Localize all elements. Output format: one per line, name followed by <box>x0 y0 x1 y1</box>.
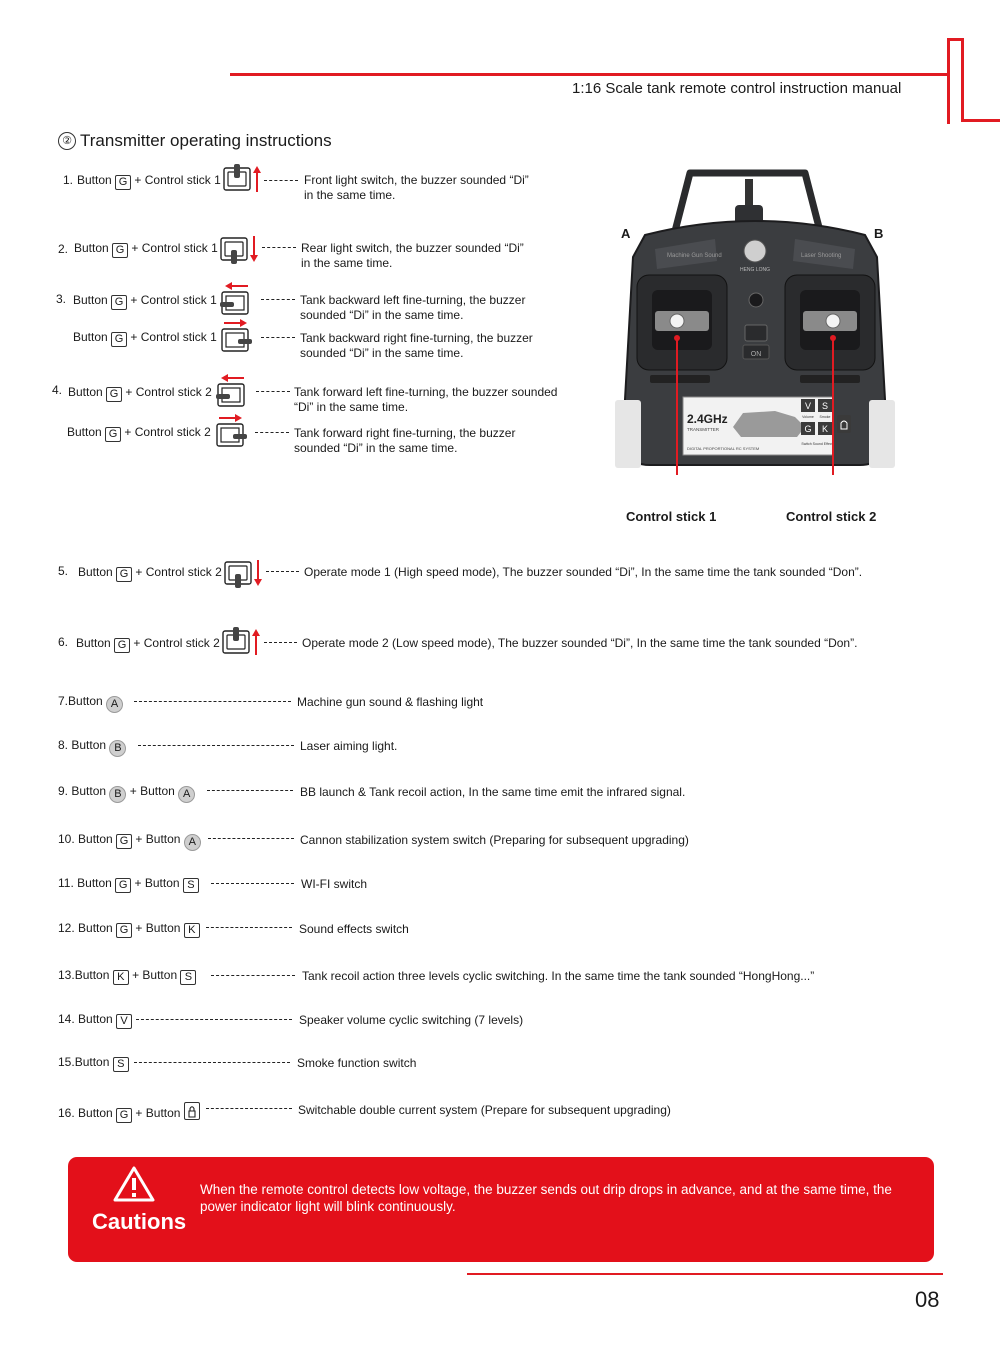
desc-line-2: sounded “Di” in the same time. <box>294 440 458 455</box>
header-corner-rule-3 <box>961 38 964 122</box>
instruction-desc: Laser aiming light. <box>300 739 398 753</box>
button-word: Button <box>78 565 113 579</box>
g-button-icon: G <box>111 295 127 310</box>
instruction-desc: Machine gun sound & flashing light <box>297 695 484 709</box>
combo-text: + Control stick 2 <box>133 636 220 650</box>
control-stick-1-label: Control stick 1 <box>626 509 717 524</box>
instruction-desc: WI-FI switch <box>301 877 367 891</box>
instruction-desc <box>304 173 604 202</box>
instruction-desc <box>300 293 600 322</box>
stick-up-icon <box>222 162 262 196</box>
instruction-2-combo <box>74 241 218 258</box>
button-word: Button <box>74 241 109 255</box>
instruction-3a-combo <box>73 293 217 310</box>
button-word: Button <box>76 636 111 650</box>
transmitter-sublabel: TRANSMITTER <box>687 427 719 432</box>
item-number: 4. <box>52 383 63 397</box>
instruction-14-combo <box>58 1012 132 1029</box>
transmitter-label-b: B <box>874 226 884 241</box>
stick-up-icon <box>221 625 261 659</box>
instruction-desc: Sound effects switch <box>299 922 409 936</box>
button-word: Button <box>74 968 110 982</box>
dash-leader <box>266 571 299 572</box>
instruction-desc <box>294 426 594 455</box>
dash-leader <box>208 838 294 839</box>
instruction-desc: Cannon stabilization system switch (Preparing for subsequent upgrading) <box>300 833 689 847</box>
instruction-5-combo <box>78 565 222 582</box>
dash-leader <box>256 391 290 392</box>
desc-line-2: “Di” in the same time. <box>294 399 409 414</box>
brand-label: HENG LONG <box>739 267 771 273</box>
combo-text: + Button <box>135 1106 181 1120</box>
s-button-icon: S <box>180 970 196 985</box>
item-number: 1. <box>63 173 74 187</box>
dash-leader <box>264 180 298 181</box>
instruction-desc: Switchable double current system (Prepare for subsequent upgrading) <box>298 1103 671 1117</box>
button-word: Button <box>68 385 103 399</box>
instruction-15-combo <box>58 1055 129 1072</box>
power-label: ON <box>750 351 762 358</box>
button-word: Button <box>78 1106 113 1120</box>
item-number: 6. <box>58 635 69 649</box>
desc-line-2: in the same time. <box>301 255 393 270</box>
instruction-desc <box>300 331 600 360</box>
button-word: Button <box>77 173 112 187</box>
dash-leader <box>261 299 295 300</box>
k-key: K <box>821 424 829 434</box>
g-button-icon: G <box>116 923 132 938</box>
smoke-key-label: Smoke <box>819 415 831 419</box>
header-corner-rule-4 <box>961 119 1000 122</box>
button-word: Button <box>71 738 107 752</box>
stick-right-icon <box>213 414 253 448</box>
header-corner-rule-1 <box>947 38 950 124</box>
button-word: Button <box>78 921 113 935</box>
g-button-icon: G <box>115 175 131 190</box>
cautions-box <box>68 1157 934 1262</box>
desc-line-1: Front light switch, the buzzer sounded “Di” <box>304 173 529 187</box>
instruction-7-combo <box>58 694 123 713</box>
volume-key-label: Volume <box>802 415 814 419</box>
combo-text: + Button <box>135 921 181 935</box>
instruction-9-combo <box>58 784 195 803</box>
lock-button-icon <box>184 1102 200 1120</box>
v-button-icon: V <box>116 1014 132 1029</box>
a-button-icon: A <box>184 834 201 851</box>
manual-title: 1:16 Scale tank remote control instruction manual <box>572 80 902 97</box>
instruction-desc: Operate mode 2 (Low speed mode), The buzzer sounded “Di”, In the same time the tank sounded “Don”. <box>302 636 858 650</box>
desc-line-2: sounded “Di” in the same time. <box>300 307 464 322</box>
instruction-3b-combo <box>73 330 217 347</box>
header-rule <box>230 73 948 76</box>
instruction-10-combo <box>58 832 201 851</box>
instruction-desc: Operate mode 1 (High speed mode), The buzzer sounded “Di”, In the same time the tank sounded “Don”. <box>304 565 863 579</box>
g-button-icon: G <box>116 834 132 849</box>
g-button-icon: G <box>115 878 131 893</box>
dash-leader <box>134 1062 290 1063</box>
g-button-icon: G <box>111 332 127 347</box>
dash-leader <box>207 790 293 791</box>
s-key: S <box>821 401 829 411</box>
combo-text: + Button <box>134 876 180 890</box>
instruction-desc: Tank recoil action three levels cyclic switching. In the same time the tank sounded “HongHong...” <box>302 969 815 983</box>
combo-text: + Control stick 1 <box>130 330 217 344</box>
stick-left-icon <box>218 282 258 316</box>
stick-down-icon <box>219 232 259 266</box>
dash-leader <box>261 337 295 338</box>
s-button-icon: S <box>183 878 199 893</box>
desc-line-1: Tank backward left fine-turning, the buzzer <box>300 293 526 307</box>
item-number: 14. <box>58 1012 75 1026</box>
item-number: 2. <box>58 242 69 256</box>
button-word: Button <box>77 876 112 890</box>
instruction-desc <box>301 241 601 270</box>
dash-leader <box>138 745 294 746</box>
k-button-icon: K <box>113 970 129 985</box>
page-number: 08 <box>915 1287 940 1312</box>
stick-right-icon <box>218 319 258 353</box>
item-number: 15. <box>58 1055 75 1069</box>
item-number: 11. <box>58 876 74 890</box>
dash-leader <box>136 1019 292 1020</box>
button-word: Button <box>78 1012 113 1026</box>
dash-leader <box>264 642 297 643</box>
dash-leader <box>206 927 292 928</box>
section-title-text: Transmitter operating instructions <box>80 131 332 150</box>
instruction-8-combo <box>58 738 126 757</box>
desc-line-1: Tank backward right fine-turning, the buzzer <box>300 331 533 345</box>
g-button-icon: G <box>116 567 132 582</box>
instruction-desc: BB launch & Tank recoil action, In the same time emit the infrared signal. <box>300 785 686 799</box>
stick-left-icon <box>214 374 254 408</box>
instruction-13-combo <box>58 968 196 985</box>
button-word: Button <box>67 425 102 439</box>
desc-line-1: Tank forward left fine-turning, the buzzer sounded <box>294 385 558 399</box>
dash-leader <box>134 701 291 702</box>
g-key: G <box>804 424 812 434</box>
instruction-1-combo <box>77 173 221 190</box>
a-button-icon: A <box>106 696 123 713</box>
combo-text: + Control stick 1 <box>131 241 218 255</box>
cautions-label: Cautions <box>92 1209 187 1234</box>
instruction-12-combo <box>58 921 200 938</box>
instruction-11-combo <box>58 876 199 893</box>
dash-leader <box>255 432 289 433</box>
transmitter-illustration <box>605 165 905 475</box>
g-button-icon: G <box>106 387 122 402</box>
v-key: V <box>804 401 812 411</box>
combo-text: + Control stick 2 <box>124 425 211 439</box>
instruction-4a-combo <box>68 385 212 402</box>
instruction-16-combo <box>58 1102 200 1123</box>
combo-text: + Control stick 1 <box>130 293 217 307</box>
g-button-icon: G <box>116 1108 132 1123</box>
instruction-desc: Speaker volume cyclic switching (7 levels) <box>299 1013 524 1027</box>
item-number: 9. <box>58 784 69 798</box>
item-number: 7. <box>58 694 69 708</box>
section-title <box>58 131 332 151</box>
desc-line-2: sounded “Di” in the same time. <box>300 345 464 360</box>
right-key-label: Laser Shooting <box>801 253 842 259</box>
item-number: 10. <box>58 832 75 846</box>
item-number: 16. <box>58 1106 75 1120</box>
item-number: 8. <box>58 738 69 752</box>
combo-text: + Button <box>129 784 175 798</box>
stick-down-icon <box>223 556 263 590</box>
button-word: Button <box>78 832 113 846</box>
cautions-text: When the remote control detects low voltage, the buzzer sends out drip drops in advance, and at the same time, the power indicator light will blink continuously. <box>200 1182 892 1214</box>
dash-leader <box>211 883 294 884</box>
instruction-desc: Smoke function switch <box>297 1056 417 1070</box>
instruction-6-combo <box>76 636 220 653</box>
desc-line-1: Rear light switch, the buzzer sounded “Di” <box>301 241 524 255</box>
button-word: Button <box>73 330 108 344</box>
combo-text: + Control stick 2 <box>135 565 222 579</box>
transmitter-label-a: A <box>621 226 631 241</box>
warning-icon <box>112 1165 156 1203</box>
g-button-icon: G <box>114 638 130 653</box>
item-number: 3. <box>56 292 67 306</box>
desc-line-1: Tank forward right fine-turning, the buzzer <box>294 426 516 440</box>
combo-text: + Button <box>132 968 178 982</box>
switch-label: Switch Sound Effect <box>801 442 833 446</box>
desc-line-2: in the same time. <box>304 187 396 202</box>
button-word: Button <box>74 1055 110 1069</box>
dash-leader <box>262 247 296 248</box>
control-stick-2-label: Control stick 2 <box>786 509 877 524</box>
item-number: 13. <box>58 968 75 982</box>
left-key-label: Machine Gun Sound <box>667 253 722 259</box>
item-number: 12. <box>58 921 75 935</box>
combo-text: + Control stick 2 <box>125 385 212 399</box>
button-word: Button <box>71 784 107 798</box>
dash-leader <box>206 1108 292 1109</box>
section-number: ② <box>58 132 76 150</box>
s-button-icon: S <box>113 1057 129 1072</box>
g-button-icon: G <box>112 243 128 258</box>
frequency-label: 2.4GHz <box>687 412 728 426</box>
k-button-icon: K <box>184 923 200 938</box>
dash-leader <box>211 975 295 976</box>
system-label: DIGITAL PROPORTIONAL RC SYSTEM <box>687 446 760 451</box>
button-word: Button <box>68 694 103 708</box>
item-number: 5. <box>58 564 69 578</box>
instruction-desc <box>294 385 594 414</box>
b-button-icon: B <box>109 786 126 803</box>
combo-text: + Button <box>135 832 181 846</box>
instruction-4b-combo <box>67 425 211 442</box>
combo-text: + Control stick 1 <box>134 173 221 187</box>
button-word: Button <box>73 293 108 307</box>
g-button-icon: G <box>105 427 121 442</box>
b-button-icon: B <box>109 740 126 757</box>
a-button-icon: A <box>178 786 195 803</box>
footer-rule <box>467 1273 943 1275</box>
